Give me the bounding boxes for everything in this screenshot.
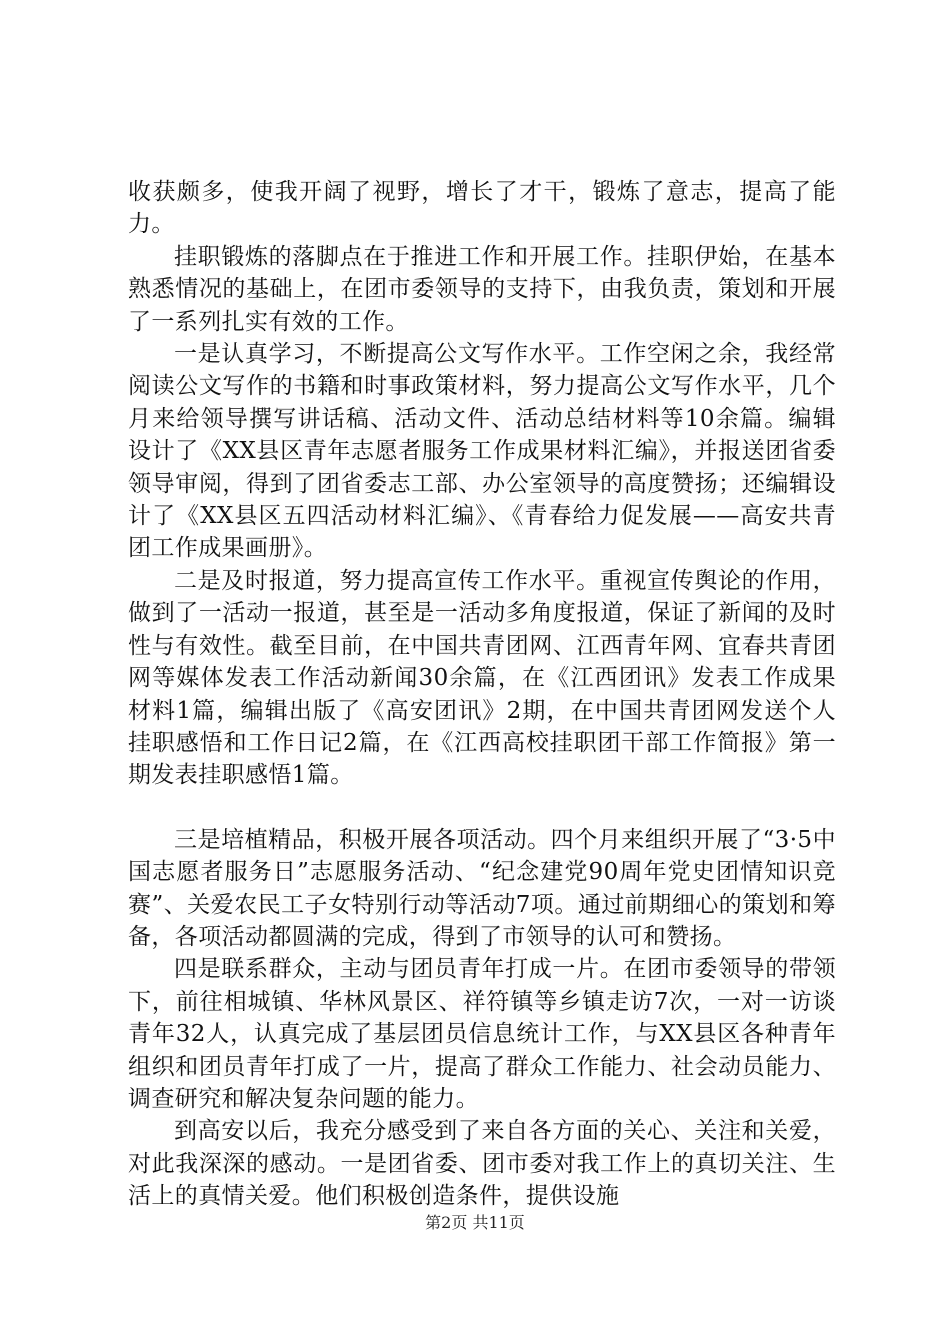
paragraph-activities: 三是培植精品，积极开展各项活动。四个月来组织开展了“3·5中国志愿者服务日”志愿服务活动、“纪念建党90周年党史团情知识竞赛”、关爱农民工子女特别行动等活动7项。通过前期细心的策划和筹备，各项活动都圆满的完成，得到了市领导的认可和赞扬。 xyxy=(128,826,836,950)
paragraph-reporting: 二是及时报道，努力提高宣传工作水平。重视宣传舆论的作用，做到了一活动一报道，甚至是一活动多角度报道，保证了新闻的及时性与有效性。截至目前，在中国共青团网、江西青年网、宜春共青团网等媒体发表工作活动新闻30余篇，在《江西团讯》发表工作成果材料1篇，编辑出版了《高安团讯》2期，在中国共青团网发送个人挂职感悟和工作日记2篇，在《江西高校挂职团干部工作简报》第一期发表挂职感悟1篇。 xyxy=(128,567,836,789)
page-number-footer: 第2页 共11页 xyxy=(425,1213,525,1232)
paragraph-outreach: 四是联系群众，主动与团员青年打成一片。在团市委领导的带领下，前往相城镇、华林风景区、祥符镇等乡镇走访7次，一对一访谈青年32人，认真完成了基层团员信息统计工作，与XX县区各种青年组织和团员青年打成了一片，提高了群众工作能力、社会动员能力、调查研究和解决复杂问题的能力。 xyxy=(128,956,836,1112)
paragraph-gratitude: 到高安以后，我充分感受到了来自各方面的关心、关注和关爱，对此我深深的感动。一是团省委、团市委对我工作上的真切关注、生活上的真情关爱。他们积极创造条件，提供设施 xyxy=(128,1118,836,1210)
paragraph-gap xyxy=(128,792,836,824)
document-body xyxy=(128,176,836,1213)
paragraph-continuation: 收获颇多，使我开阔了视野，增长了才干，锻炼了意志，提高了能力。 xyxy=(128,179,836,238)
paragraph-study: 一是认真学习，不断提高公文写作水平。工作空闲之余，我经常阅读公文写作的书籍和时事政策材料，努力提高公文写作水平，几个月来给领导撰写讲话稿、活动文件、活动总结材料等10余篇。编辑设计了《XX县区青年志愿者服务工作成果材料汇编》，并报送团省委领导审阅，得到了团省委志工部、办公室领导的高度赞扬；还编辑设计了《XX县区五四活动材料汇编》、《青春给力促发展——高安共青团工作成果画册》。 xyxy=(128,341,836,562)
paragraph-work-intro: 挂职锻炼的落脚点在于推进工作和开展工作。挂职伊始，在基本熟悉情况的基础上，在团市委领导的支持下，由我负责，策划和开展了一系列扎实有效的工作。 xyxy=(128,243,836,335)
